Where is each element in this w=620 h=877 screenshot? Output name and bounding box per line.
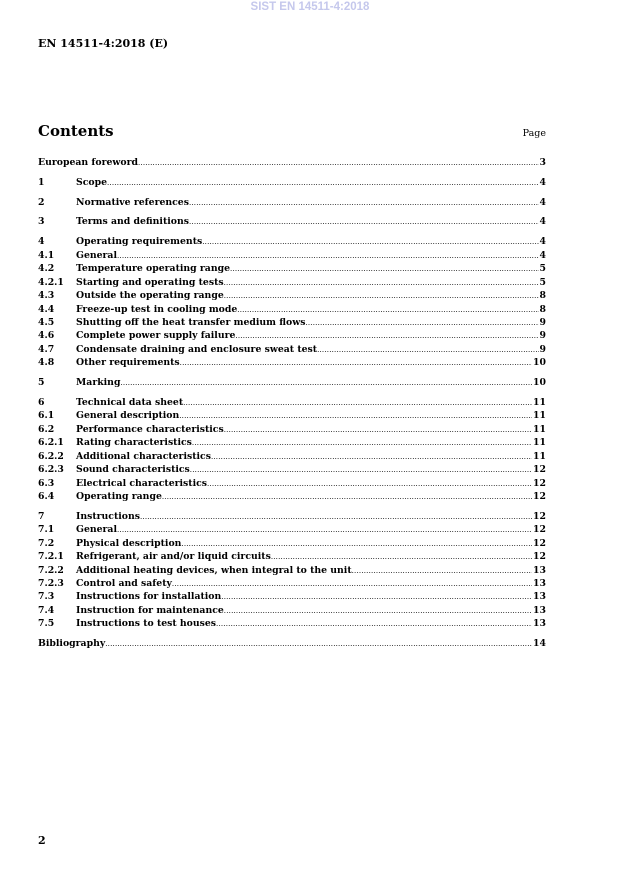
toc-entry-title: Condensate draining and enclosure sweat test <box>76 343 318 355</box>
toc-entry-number: 6.1 <box>38 410 55 422</box>
toc-entry-page: 13 <box>533 618 546 630</box>
dot-leader <box>211 451 532 464</box>
toc-entry[interactable] <box>38 249 546 262</box>
toc-entry[interactable] <box>38 463 546 476</box>
toc-entry[interactable] <box>38 550 546 563</box>
toc-entry-page: 12 <box>533 537 546 549</box>
toc-entry-page: 11 <box>533 450 546 462</box>
toc-entry-number: 7 <box>38 510 45 522</box>
toc-entry-number: 7.2 <box>38 537 55 549</box>
toc-entry-page: 9 <box>539 343 546 355</box>
toc-entry-title: Marking <box>76 377 121 389</box>
toc-entry[interactable] <box>38 215 546 228</box>
toc-entry[interactable] <box>38 477 546 490</box>
dot-leader <box>230 263 539 276</box>
toc-entry-page: 12 <box>533 510 546 522</box>
toc-entry[interactable] <box>38 196 546 209</box>
toc-entry-page: 12 <box>533 464 546 476</box>
dot-leader <box>235 330 538 343</box>
dot-leader <box>305 317 538 330</box>
toc-entry[interactable] <box>38 617 546 630</box>
toc-entry-page: 8 <box>539 290 546 302</box>
toc-entry-number: 4.1 <box>38 249 55 261</box>
dot-leader <box>117 524 532 537</box>
toc-entry-page: 5 <box>539 263 546 275</box>
dot-leader <box>190 464 532 477</box>
toc-entry-page: 11 <box>533 410 546 422</box>
toc-entry-number: 4.4 <box>38 303 55 315</box>
toc-entry-title: Other requirements <box>76 357 180 369</box>
dot-leader <box>271 551 532 564</box>
toc-entry[interactable] <box>38 604 546 617</box>
toc-entry-number: 4.7 <box>38 343 55 355</box>
toc-entry[interactable] <box>38 176 546 189</box>
dot-leader <box>216 618 532 631</box>
toc-entry[interactable] <box>38 235 546 248</box>
toc-entry[interactable] <box>38 316 546 329</box>
toc-entry[interactable] <box>38 303 546 316</box>
toc-entry-title: Operating requirements <box>76 236 203 248</box>
toc-entry[interactable] <box>38 376 546 389</box>
toc-entry-page: 5 <box>539 276 546 288</box>
toc-entry-number: 1 <box>38 176 45 188</box>
toc-entry-title: General <box>76 249 117 261</box>
toc-entry-page: 8 <box>539 303 546 315</box>
toc-entry-number: 6.3 <box>38 477 55 489</box>
dot-leader <box>189 216 539 229</box>
toc-entry-number: 4.3 <box>38 290 55 302</box>
toc-entry-number: 7.2.1 <box>38 551 64 563</box>
toc-entry-title: Outside the operating range <box>76 290 224 302</box>
toc-entry-page: 13 <box>533 577 546 589</box>
toc-entry-number: 6.2.1 <box>38 437 64 449</box>
toc-entry-page: 11 <box>533 423 546 435</box>
toc-entry-title: European foreword <box>38 157 138 168</box>
toc-entry-page: 12 <box>533 490 546 502</box>
toc-entry-number: 6.2 <box>38 423 55 435</box>
toc-entry-title: Complete power supply failure <box>76 330 236 342</box>
dot-leader <box>179 410 532 423</box>
dot-leader <box>189 197 539 210</box>
toc-entry-page: 4 <box>539 196 546 208</box>
dot-leader <box>224 290 539 303</box>
dot-leader <box>224 605 532 618</box>
toc-entry-number: 7.3 <box>38 591 55 603</box>
toc-entry-title: Starting and operating tests <box>76 276 224 288</box>
dot-leader <box>120 377 532 390</box>
toc-entry-page: 11 <box>533 437 546 449</box>
toc-entry[interactable] <box>38 510 546 523</box>
dot-leader <box>107 177 539 190</box>
dot-leader <box>207 478 532 491</box>
toc-entry[interactable] <box>38 262 546 275</box>
toc-entry[interactable] <box>38 523 546 536</box>
toc-entry[interactable] <box>38 343 546 356</box>
toc-entry-page: 14 <box>533 638 546 650</box>
toc-entry-title: Instructions <box>76 510 140 522</box>
dot-leader <box>140 511 532 524</box>
toc-entry-number: 7.2.2 <box>38 564 64 576</box>
toc-entry-title: General <box>76 524 117 536</box>
toc-entry-number: 4.8 <box>38 357 55 369</box>
dot-leader <box>105 638 532 651</box>
toc-entry-number: 5 <box>38 377 45 389</box>
toc-entry-number: 4.2.1 <box>38 276 64 288</box>
dot-leader <box>181 538 532 551</box>
toc-entry-title: Refrigerant, air and/or liquid circuits <box>76 551 271 563</box>
toc-entry-number: 3 <box>38 216 45 228</box>
dot-leader <box>202 236 538 249</box>
dot-leader <box>224 277 539 290</box>
toc-entry-number: 7.2.3 <box>38 577 64 589</box>
toc-entry-page: 11 <box>533 396 546 408</box>
toc-entry[interactable] <box>38 289 546 302</box>
watermark: SIST EN 14511-4:2018 <box>250 1 370 13</box>
toc-entry-number: 4.5 <box>38 316 55 328</box>
table-of-contents <box>38 156 546 651</box>
toc-entry[interactable] <box>38 156 546 169</box>
toc-entry[interactable] <box>38 409 546 422</box>
toc-entry-title: Instruction for maintenance <box>76 604 224 616</box>
toc-entry[interactable] <box>38 537 546 550</box>
toc-entry-title: Bibliography <box>38 638 106 650</box>
toc-entry[interactable] <box>38 436 546 449</box>
toc-entry-title: Scope <box>76 176 107 188</box>
toc-entry-page: 10 <box>533 357 546 369</box>
dot-leader <box>180 357 532 370</box>
toc-entry-number: 6.4 <box>38 490 55 502</box>
toc-entry-title: Electrical characteristics <box>76 477 207 489</box>
toc-entry-page: 3 <box>539 157 546 168</box>
toc-entry-number: 4.2 <box>38 263 55 275</box>
page-column-label: Page <box>522 128 546 139</box>
toc-entry-page: 4 <box>539 249 546 261</box>
toc-entry-number: 7.5 <box>38 618 55 630</box>
toc-entry-title: Performance characteristics <box>76 423 224 435</box>
toc-entry-number: 2 <box>38 196 45 208</box>
toc-entry-number: 4.6 <box>38 330 55 342</box>
toc-entry-title: Instructions for installation <box>76 591 222 603</box>
toc-entry[interactable] <box>38 356 546 369</box>
toc-entry-title: Additional characteristics <box>76 450 211 462</box>
toc-entry-number: 7.1 <box>38 524 55 536</box>
toc-entry[interactable] <box>38 450 546 463</box>
toc-entry-page: 12 <box>533 524 546 536</box>
toc-entry[interactable] <box>38 490 546 503</box>
toc-entry-title: Operating range <box>76 490 162 502</box>
toc-entry-page: 13 <box>533 591 546 603</box>
toc-entry-title: Normative references <box>76 196 189 208</box>
toc-entry-page: 12 <box>533 551 546 563</box>
toc-entry-number: 6.2.3 <box>38 464 64 476</box>
toc-entry-title: Shutting off the heat transfer medium flows <box>76 316 306 328</box>
toc-entry-number: 6 <box>38 396 45 408</box>
toc-entry[interactable] <box>38 564 546 577</box>
toc-entry-title: Additional heating devices, when integral to the unit <box>76 564 352 576</box>
toc-entry[interactable] <box>38 577 546 590</box>
toc-entry-title: Freeze-up test in cooling mode <box>76 303 238 315</box>
document-id: EN 14511-4:2018 (E) <box>38 37 169 50</box>
toc-entry-page: 9 <box>539 330 546 342</box>
toc-entry-number: 7.4 <box>38 604 55 616</box>
toc-entry-page: 13 <box>533 604 546 616</box>
toc-entry[interactable] <box>38 329 546 342</box>
toc-entry[interactable] <box>38 590 546 603</box>
dot-leader <box>117 250 539 263</box>
toc-entry-title: Rating characteristics <box>76 437 192 449</box>
dot-leader <box>237 304 538 317</box>
toc-entry[interactable] <box>38 396 546 409</box>
dot-leader <box>138 157 539 170</box>
toc-entry-title: General description <box>76 410 180 422</box>
toc-entry[interactable] <box>38 276 546 289</box>
toc-entry-title: Terms and definitions <box>76 216 189 228</box>
toc-entry-page: 12 <box>533 477 546 489</box>
toc-entry-title: Sound characteristics <box>76 464 190 476</box>
toc-entry-page: 4 <box>539 216 546 228</box>
dot-leader <box>162 491 532 504</box>
contents-heading: Contents <box>38 122 114 140</box>
toc-entry-title: Instructions to test houses <box>76 618 217 630</box>
toc-entry-title: Temperature operating range <box>76 263 231 275</box>
toc-entry-page: 10 <box>533 377 546 389</box>
dot-leader <box>172 578 532 591</box>
toc-entry-title: Control and safety <box>76 577 172 589</box>
dot-leader <box>224 424 532 437</box>
page-number: 2 <box>38 834 46 847</box>
toc-entry[interactable] <box>38 423 546 436</box>
toc-entry-page: 4 <box>539 176 546 188</box>
toc-entry-page: 4 <box>539 236 546 248</box>
toc-entry-title: Physical description <box>76 537 182 549</box>
toc-entry-page: 9 <box>539 316 546 328</box>
toc-entry-number: 4 <box>38 236 45 248</box>
toc-entry-number: 6.2.2 <box>38 450 64 462</box>
toc-entry-page: 13 <box>533 564 546 576</box>
dot-leader <box>221 591 532 604</box>
toc-entry[interactable] <box>38 637 546 650</box>
toc-entry-title: Technical data sheet <box>76 396 184 408</box>
dot-leader <box>317 344 538 357</box>
dot-leader <box>352 565 532 578</box>
dot-leader <box>183 397 532 410</box>
dot-leader <box>192 437 532 450</box>
